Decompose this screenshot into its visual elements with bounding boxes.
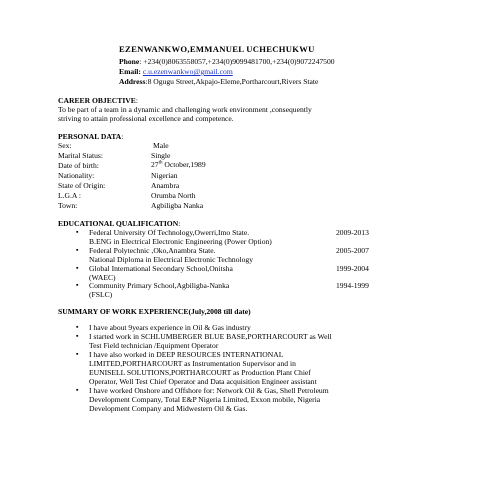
experience-line: Test Field technician /Equipment Operator (89, 341, 219, 350)
education-line: (WAEC) (89, 273, 116, 282)
bullet-icon: ▪ (76, 264, 79, 272)
personal-value: Anambra (151, 181, 180, 190)
personal-label: Date of birth: (58, 161, 99, 170)
phone-label: Phone (119, 57, 140, 66)
education-line: B.ENG in Electrical Electronic Engineering (Power Option) (89, 237, 272, 246)
education-years: 1994-1999 (336, 281, 369, 290)
experience-line: Development Company, Total E&P Nigeria Limited, Exxon mobile, Nigeria (89, 395, 321, 404)
bullet-icon: ▪ (76, 281, 79, 289)
personal-value: 27th October,1989 (151, 160, 206, 169)
education-line: Federal University Of Technology,Owerri,Imo State. (89, 228, 250, 237)
education-line: (FSLC) (89, 290, 113, 299)
bullet-icon: ▪ (76, 386, 79, 394)
personal-value: Orumba North (151, 191, 196, 200)
education-years: 2005-2007 (336, 246, 369, 255)
experience-line: I have worked Onshore and Offshore for: Network Oil & Gas, Shell Petroleum (89, 386, 329, 395)
experience-line: Development Company and Midwestern Oil & Gas. (89, 404, 248, 413)
phone-line (119, 57, 335, 66)
experience-heading: SUMMARY OF WORK EXPERIENCE(July,2008 till date) (58, 307, 251, 316)
address-value: :8 Ogugu Street,Akpajo-Eleme,Portharcourt,Rivers State (145, 77, 319, 86)
career-line: To be part of a team in a dynamic and challenging work environment ,consequently (58, 105, 312, 114)
experience-line: I have about 9years experience in Oil & Gas industry (89, 323, 251, 332)
education-heading: EDUCATIONAL QUALIFICATION: (58, 219, 181, 228)
email-label: Email (119, 67, 139, 76)
career-heading: CAREER OBJECTIVE: (58, 96, 138, 105)
address-label: Address (119, 77, 146, 86)
personal-label: State of Origin: (58, 181, 106, 190)
candidate-name: EZENWANKWO,EMMANUEL UCHECHUKWU (119, 44, 315, 54)
personal-label: Marital Status: (58, 151, 103, 160)
personal-value: Nigerian (151, 171, 178, 180)
bullet-icon: ▪ (76, 246, 79, 254)
education-line: Federal Polytechnic ,Oko,Anambra State. (89, 246, 216, 255)
experience-line: LIMITED,PORTHARCOURT as Instrumentation Supervisor and in (89, 359, 296, 368)
personal-value: Single (151, 151, 171, 160)
education-line: Global International Secondary School,Onitsha (89, 264, 233, 273)
personal-label: Sex: (58, 141, 72, 150)
experience-line: EUNISELL SOLUTIONS,PORTHARCOURT as Production Plant Chief (89, 368, 311, 377)
personal-label: Nationality: (58, 171, 95, 180)
phone-value: : +234(0)8063558057,+234(0)9099481700,+234(0)9072247500 (139, 57, 335, 66)
experience-line: I started work in SCHLUMBERGER BLUE BASE,PORTHARCOURT as Well (89, 332, 332, 341)
education-line: Community Primary School,Agbiligba-Nanka (89, 281, 230, 290)
personal-value: Agbiligba Nanka (151, 201, 204, 210)
education-line: National Diploma in Electrical Electronic Technology (89, 255, 254, 264)
personal-heading: PERSONAL DATA: (58, 132, 124, 141)
personal-label: L.G.A : (58, 191, 81, 200)
personal-label: Town: (58, 201, 78, 210)
personal-value: Male (153, 141, 169, 150)
education-years: 2009-2013 (336, 228, 369, 237)
career-line: striving to attain professional excellence and competence. (58, 114, 234, 123)
bullet-icon: ▪ (76, 323, 79, 331)
experience-line: I have also worked in DEEP RESOURCES INTERNATIONAL (89, 350, 284, 359)
bullet-icon: ▪ (76, 228, 79, 236)
experience-line: Operator, Well Test Chief Operator and Data acquisition Engineer assistant (89, 377, 317, 386)
bullet-icon: ▪ (76, 350, 79, 358)
email-link[interactable]: c.u.ezenwankwo@gmail.com (142, 67, 233, 76)
email-line: Email: c.u.ezenwankwo@gmail.com (119, 67, 233, 76)
address-line (119, 77, 318, 86)
bullet-icon: ▪ (76, 332, 79, 340)
education-years: 1999-2004 (336, 264, 369, 273)
